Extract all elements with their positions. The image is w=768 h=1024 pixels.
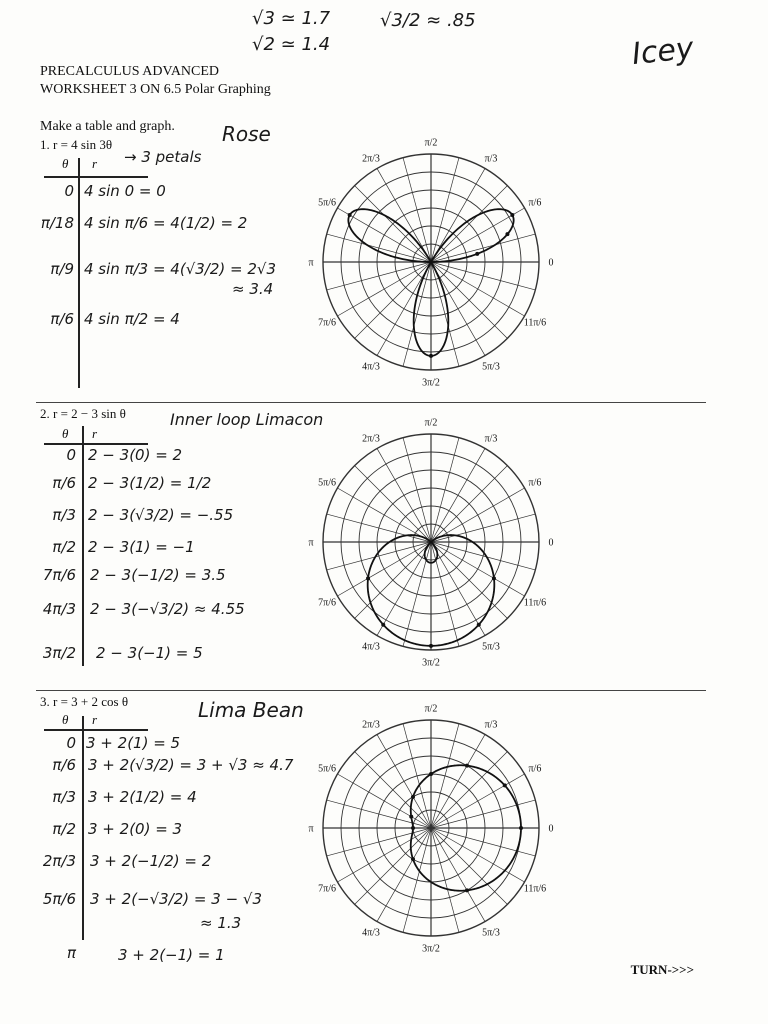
problem-1-label: 1. r = 4 sin 3θ <box>40 137 113 152</box>
table-1-row-r: 4 sin π/2 = 4 <box>84 310 180 328</box>
table-3-row-theta: 5π/6 <box>42 890 76 908</box>
table-1-theta-header: θ <box>62 156 69 171</box>
grid-spoke <box>431 752 507 828</box>
plotted-point <box>510 213 514 217</box>
plotted-point <box>465 888 469 892</box>
plotted-point <box>429 644 433 648</box>
grid-spoke <box>377 448 431 542</box>
table-3-row-theta: π/6 <box>52 756 76 774</box>
grid-spoke <box>337 542 431 596</box>
table-2-row-r: 2 − 3(−1/2) = 3.5 <box>90 566 226 584</box>
table-3-row-theta: π/3 <box>52 788 76 806</box>
turn-page-indicator: TURN->>> <box>630 962 694 977</box>
angle-label-30: π/6 <box>528 763 542 775</box>
plotted-point <box>381 623 385 627</box>
table-3-row-r: 3 + 2(−1) = 1 <box>118 946 225 964</box>
angle-label-60: π/3 <box>484 719 498 731</box>
angle-label-60: π/3 <box>484 153 498 165</box>
table-2-row-r: 2 − 3(√3/2) = −.55 <box>88 506 234 524</box>
grid-spoke <box>337 774 431 828</box>
plotted-point <box>409 815 413 819</box>
worksheet-course-title: PRECALCULUS ADVANCED <box>40 64 220 79</box>
grid-spoke <box>431 734 485 828</box>
table-3-row-theta: π/2 <box>52 820 76 838</box>
polar-graph-2 <box>300 402 570 676</box>
grid-spoke <box>431 448 485 542</box>
angle-label-150: 5π/6 <box>318 477 336 489</box>
table-3-row-r: 3 + 2(1) = 5 <box>86 734 181 752</box>
polar-graph-3 <box>300 688 570 962</box>
table-2-row-r: 2 − 3(1) = −1 <box>88 538 195 556</box>
grid-spoke <box>431 542 485 636</box>
angle-label-330: 11π/6 <box>523 883 547 895</box>
angle-label-30: π/6 <box>528 477 542 489</box>
note-sqrt3: √3 ≃ 1.7 <box>252 8 331 29</box>
table-1-row-r: 4 sin π/3 = 4(√3/2) = 2√3 <box>84 260 276 278</box>
angle-label-300: 5π/3 <box>482 641 500 653</box>
grid-spoke <box>431 466 507 542</box>
angle-label-180: π <box>308 257 314 269</box>
angle-label-210: 7π/6 <box>318 597 336 609</box>
angle-label-90: π/2 <box>424 137 438 149</box>
angle-label-120: 2π/3 <box>362 433 380 445</box>
grid-spoke <box>377 262 431 356</box>
angle-label-240: 4π/3 <box>362 361 380 373</box>
note-sqrt3-half: √3/2 ≈ .85 <box>380 10 476 31</box>
angle-label-330: 11π/6 <box>523 597 547 609</box>
angle-label-60: π/3 <box>484 433 498 445</box>
table-3-column-rule <box>82 716 84 940</box>
grid-spoke <box>337 488 431 542</box>
grid-spoke <box>355 542 431 618</box>
table-3-row-theta: 0 <box>66 734 76 752</box>
grid-spoke <box>355 828 431 904</box>
grid-spoke <box>431 774 525 828</box>
polar-graph-1 <box>300 122 570 396</box>
table-3-row-r: ≈ 1.3 <box>200 914 242 932</box>
table-3-row-r: 3 + 2(−√3/2) = 3 − √3 <box>90 890 263 908</box>
plotted-point <box>429 772 433 776</box>
plotted-point <box>411 857 415 861</box>
table-1-column-rule <box>78 158 80 388</box>
angle-label-90: π/2 <box>424 417 438 429</box>
angle-label-270: 3π/2 <box>422 943 440 955</box>
angle-label-180: π <box>308 823 314 835</box>
grid-spoke <box>377 542 431 636</box>
student-name: Icey <box>630 30 696 73</box>
plotted-point <box>465 764 469 768</box>
grid-spoke <box>431 262 507 338</box>
grid-spoke <box>431 542 525 596</box>
angle-label-0: 0 <box>548 257 554 269</box>
table-2-row-theta: π/2 <box>52 538 76 556</box>
grid-spoke <box>355 752 431 828</box>
grid-spoke <box>431 262 485 356</box>
angle-label-240: 4π/3 <box>362 641 380 653</box>
table-2-row-theta: 0 <box>66 446 76 464</box>
problem-3-note: Lima Bean <box>198 698 304 722</box>
table-3-header-rule <box>44 729 148 731</box>
worksheet-subtitle: WORKSHEET 3 ON 6.5 Polar Graphing <box>40 82 271 97</box>
grid-spoke <box>431 828 507 904</box>
angle-label-240: 4π/3 <box>362 927 380 939</box>
table-1-row-theta: π/9 <box>50 260 74 278</box>
problem-2-note: Inner loop Limacon <box>170 410 324 429</box>
plotted-point <box>505 232 509 236</box>
table-3-row-theta: π <box>66 944 76 962</box>
angle-label-180: π <box>308 537 314 549</box>
grid-spoke <box>355 186 431 262</box>
angle-label-30: π/6 <box>528 197 542 209</box>
plotted-point <box>429 354 433 358</box>
grid-spoke <box>431 828 485 922</box>
table-2-row-theta: 4π/3 <box>42 600 76 618</box>
plotted-point <box>366 576 370 580</box>
note-sqrt2: √2 ≃ 1.4 <box>252 34 331 55</box>
table-1-row-r: ≈ 3.4 <box>232 280 274 298</box>
table-3-row-theta: 2π/3 <box>42 852 76 870</box>
angle-label-120: 2π/3 <box>362 719 380 731</box>
plotted-point <box>503 783 507 787</box>
angle-label-150: 5π/6 <box>318 197 336 209</box>
grid-spoke <box>431 262 525 316</box>
table-2-row-theta: 7π/6 <box>42 566 76 584</box>
table-2-row-theta: π/3 <box>52 506 76 524</box>
table-2-header-rule <box>44 443 148 445</box>
table-3-r-header: r <box>92 712 98 727</box>
angle-label-120: 2π/3 <box>362 153 380 165</box>
table-1-row-r: 4 sin π/6 = 4(1/2) = 2 <box>84 214 248 232</box>
grid-spoke <box>355 262 431 338</box>
table-1-r-header: r <box>92 156 98 171</box>
table-3-row-r: 3 + 2(0) = 3 <box>88 820 183 838</box>
table-1-row-theta: 0 <box>64 182 74 200</box>
plotted-point <box>348 213 352 217</box>
grid-spoke <box>337 828 431 882</box>
table-2-row-r: 2 − 3(0) = 2 <box>88 446 183 464</box>
table-1-row-r: 4 sin 0 = 0 <box>84 182 166 200</box>
angle-label-330: 11π/6 <box>523 317 547 329</box>
plotted-point <box>411 826 415 830</box>
problem-1-note: Rose <box>222 122 271 146</box>
table-2-row-r: 2 − 3(−1) = 5 <box>96 644 203 662</box>
grid-spoke <box>431 828 525 882</box>
problem-3-label: 3. r = 3 + 2 cos θ <box>40 694 129 709</box>
grid-spoke <box>337 262 431 316</box>
instructions: Make a table and graph. <box>40 119 175 134</box>
angle-label-300: 5π/3 <box>482 927 500 939</box>
table-2-theta-header: θ <box>62 426 69 441</box>
plotted-point <box>475 252 479 256</box>
angle-label-210: 7π/6 <box>318 883 336 895</box>
angle-label-270: 3π/2 <box>422 377 440 389</box>
angle-label-210: 7π/6 <box>318 317 336 329</box>
angle-label-150: 5π/6 <box>318 763 336 775</box>
table-3-row-r: 3 + 2(√3/2) = 3 + √3 ≈ 4.7 <box>88 756 294 774</box>
grid-spoke <box>431 488 525 542</box>
table-2-row-theta: π/6 <box>52 474 76 492</box>
table-3-row-r: 3 + 2(−1/2) = 2 <box>90 852 212 870</box>
grid-spoke <box>431 542 507 618</box>
problem-1-annotation: → 3 petals <box>124 148 202 166</box>
table-3-theta-header: θ <box>62 712 69 727</box>
table-2-column-rule <box>82 426 84 666</box>
table-2-row-theta: 3π/2 <box>42 644 76 662</box>
table-1-header-rule <box>44 176 148 178</box>
table-1-row-theta: π/18 <box>40 214 74 232</box>
table-1-row-theta: π/6 <box>50 310 74 328</box>
plotted-point <box>477 623 481 627</box>
plotted-point <box>492 576 496 580</box>
table-2-row-r: 2 − 3(1/2) = 1/2 <box>88 474 212 492</box>
angle-label-270: 3π/2 <box>422 657 440 669</box>
angle-label-90: π/2 <box>424 703 438 715</box>
angle-label-0: 0 <box>548 537 554 549</box>
table-3-row-r: 3 + 2(1/2) = 4 <box>88 788 197 806</box>
table-2-row-r: 2 − 3(−√3/2) ≈ 4.55 <box>90 600 245 618</box>
plotted-point <box>411 795 415 799</box>
table-2-r-header: r <box>92 426 98 441</box>
grid-spoke <box>355 466 431 542</box>
angle-label-0: 0 <box>548 823 554 835</box>
plotted-point <box>519 826 523 830</box>
angle-label-300: 5π/3 <box>482 361 500 373</box>
grid-spoke <box>431 186 507 262</box>
problem-2-label: 2. r = 2 − 3 sin θ <box>40 406 126 421</box>
